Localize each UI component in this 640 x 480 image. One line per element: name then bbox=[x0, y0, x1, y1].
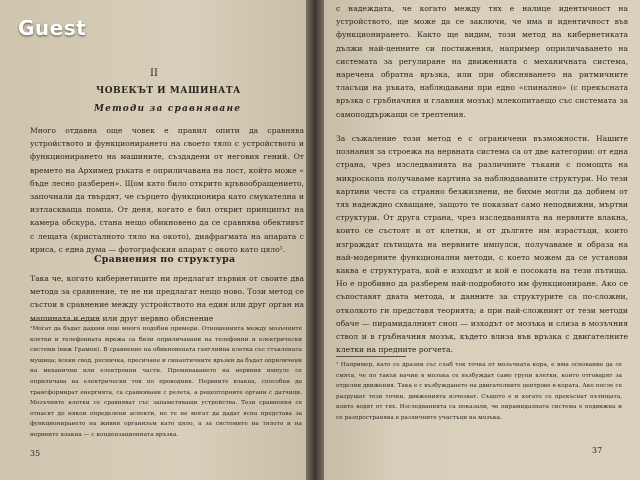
right-page bbox=[320, 0, 640, 480]
page-number-left: 35 bbox=[30, 449, 41, 458]
right-paragraph-2: За съжаление този метод е с ограничени възможности. Нашите познания за строежа на нервната система са от две категории: от една страна, чрез изследванията на различните тъкани с помощта на микроскопа получаваме картина за наблюдаваните структури. Но тези картини често са странно безжизнени, не бихме могли да добием от тях надеждно схващане, защото те показват само неподвижни, мъртви структури. От друга страна, чрез изследванията на нервните влакна, които се състоят и от клетки, и от дългите им израстъци, които изграждат пътищата на нервните импулси, получаваме и образа на най-модерните функционални методи, с което можем да се установи каква е структурата, кой е изходът и кой е посоката на тези пътища. Но е пробивно да разберем най-подробното им функциониране. Ако се съпоставят двата метода, и данните за структурите са по-сложни, отколкото ги представя теорията; а при най-сложният от тези методи обаче — пирамидалният сноп — изходът от мозъка и слиза в мозъчния ствол и в гръбначния мозък, където влиза във връзка с двигателните клетки на предните рогчета. bbox=[336, 134, 628, 355]
chapter-number: II bbox=[150, 68, 158, 79]
book-spine-gutter bbox=[306, 0, 324, 480]
left-paragraph-1: Много отдавна още човек е правил опити да сравнява устройството и функционирането на своето тяло с устройството и функционирането на машините, създадени от неговия гений. От времето на Архимед ръката е оприличавана на лост, който може « бъде лесно разберен». Щом като било открито кръвообращението, започнали да твърдят, че сърцето функционира като смукателна и изтласкваща помпа. От деня, когато е бил открит принципът на камера обскура, стана нещо обикновено да се сравнява обективът с лещата (кристалното тяло на окото), диафрагмата на апарата с ириса, с една дума — фотографския апарат с окото като цяло¹. bbox=[30, 126, 304, 254]
left-footnote: ¹Могат да бъдат дадени още много подобни примери. Отношенията между мозъчните клетки и телефонната мрежа са били оприличавани на телефонни и електрически системи (виж Грамон). В сравнение на обикновената ганглийна клетка със стъклената мушица; всеки свод, ресничка, пресичане и синаптичните връзки да бъдат оприличени на механични или електронни части. Преминаването на нервния импулс се оприличава на електрически ток по проводник. Нервните влакна, способни да трансформират енергията, са сравнявани с релета, а рецепторните органи с датчици. Мозъчните клетки се сравняват със запаметяващи устройства. Тези сравнения се отнасят до някои определени аспекти, но те не могат да дадат ясна представа за функционирането на живия организъм като цяло, а за системите на тялото и на нервните влакна — с кондензационната връзка. bbox=[30, 326, 302, 438]
left-paragraph-2: Така че, когато кибернетиците ни предлагат първия от своите два метода за сравнение, те не ни предлагат нещо ново. Този метод се състои в сравнение между устройството на един или друг орган на машината и един или друг нервно обяснение bbox=[30, 274, 304, 323]
left-page bbox=[0, 0, 310, 480]
right-paragraph-1: с надеждата, че когато между тях е налице идентичност на устройството, ще може да се заключи, че има и идентичност във функционирането. Както ще видим, този метод на кибернетиката дължи най-ценните си постижения, например оприличаването на системата за регулиране на движенията с механичната система, наречена обратна връзка, или при обясняването на ритмичните тласъци на ръката, наблюдавани при едно «спинално» (с прекъсната връзка с гръбначния и главния мозък) млекопитаещо със системата за самоподдържащи се трептения. bbox=[336, 4, 628, 119]
footnote-rule bbox=[30, 320, 100, 321]
footnote-rule bbox=[336, 356, 406, 357]
page-number-right: 37 bbox=[592, 446, 603, 455]
guest-label: Guest bbox=[18, 16, 87, 40]
section-title-2: Сравнения по структура bbox=[94, 254, 236, 265]
chapter-title: ЧОВЕКЪТ И МАШИНАТА bbox=[96, 86, 241, 96]
right-footnote: ¹ Например, като се дразни със слаб ток точка от мозъчната кора, е има основание да се смята, че по такъв начин в мозъка се възбуждат само групи клетки, които отговарят за отделни движения. Така е с възбуждането на двигателните центрове в кората. Ако после се разрушат тези точки, движенията изчезват. Същото е и когато се прекъснат пътищата, които водят от тях. Изследванията са показали, че пирамидалната система е подвижна и се разпространява в различните участъци на мозъка. bbox=[336, 362, 622, 421]
section-title: Методи за сравняване bbox=[94, 104, 242, 114]
